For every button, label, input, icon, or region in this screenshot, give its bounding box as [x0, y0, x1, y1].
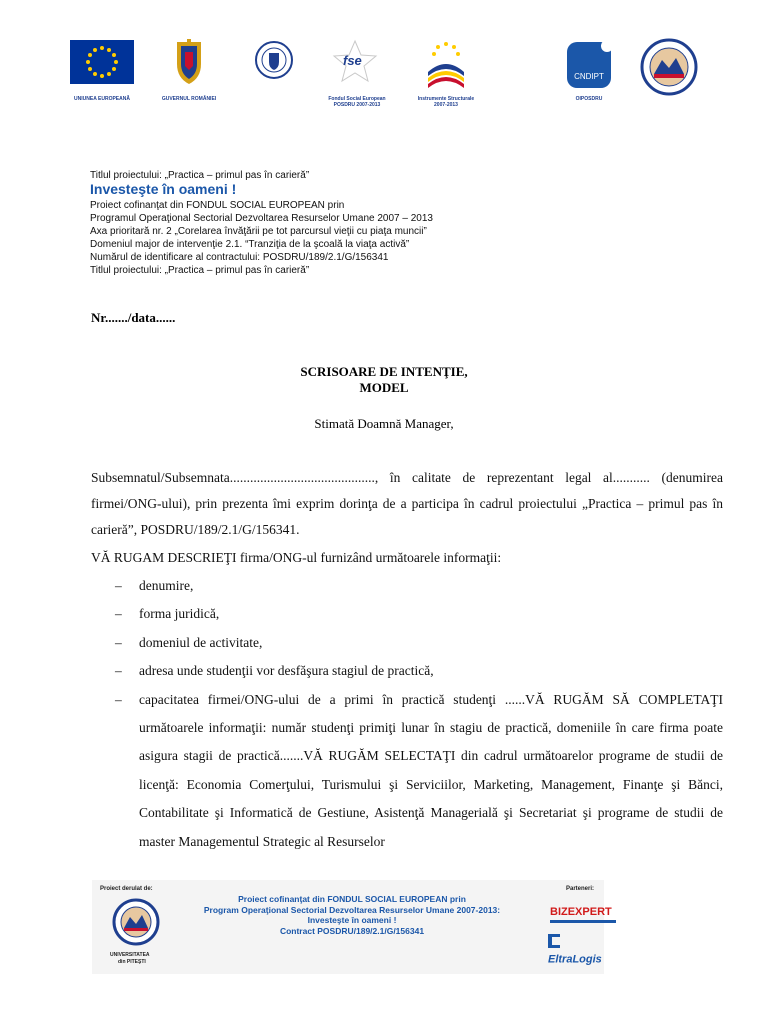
fse-caption-1: Fondul Social European	[328, 96, 386, 102]
footer-line: Contract POSDRU/189/2.1/G/156341	[279, 925, 425, 936]
list-item	[115, 657, 723, 685]
header-line: Programul Operaţional Sectorial Dezvoltarea Resurselor Umane 2007 – 2013	[90, 213, 433, 224]
bullet-dash: –	[115, 606, 122, 622]
project-run-by-label: Proiect derulat de:	[100, 886, 153, 892]
bullet-dash: –	[115, 634, 122, 650]
fse-text: fse	[343, 53, 362, 68]
header-line: Proiect cofinanţat din FONDUL SOCIAL EUROPEAN prin	[90, 200, 345, 211]
eltralogis-text: EltraLogis	[548, 953, 602, 966]
header-line: Axa prioritară nr. 2 „Corelarea învăţării pe tot parcursul vieţii cu piaţa muncii”	[90, 226, 427, 237]
footer-project-text	[184, 894, 520, 936]
eu-flag-logo	[70, 40, 134, 84]
number-date-line: Nr......./data......	[91, 310, 176, 325]
eltralogis-logo	[548, 932, 604, 968]
university-seal-logo	[640, 38, 698, 96]
bullet-text: denumire,	[139, 578, 194, 593]
university-caption: UNIVERSITATEA	[110, 952, 150, 958]
header-line: Domeniul major de intervenţie 2.1. “Tranziţia de la şcoală la viaţa activă”	[90, 239, 410, 250]
footer-line: Proiect cofinanţat din FONDUL SOCIAL EUROPEAN prin	[238, 894, 466, 904]
info-bullet-list	[115, 572, 723, 856]
footer-line: Investeşte în oameni !	[307, 915, 397, 925]
oiposdru-caption: OIPOSDRU	[575, 96, 603, 102]
coat-of-arms-logo	[172, 38, 206, 86]
bullet-dash: –	[115, 578, 122, 593]
intro-paragraph: Subsemnatul/Subsemnata..........................................., în calitate de reprezentant legal al........... (denumirea firmei/ONG-ului), prin prezenta îmi exprim dorinţa de a participa în cadrul proiectului „Practica – primul pas în carieră”, POSDRU/189/2.1/G/156341.	[91, 470, 723, 537]
list-item	[115, 600, 723, 628]
header-line: Numărul de identificare al contractului: POSDRU/189/2.1/G/156341	[90, 252, 389, 263]
cndipt-logo	[567, 42, 611, 88]
bizexpert-logo: BIZEXPERT	[550, 906, 612, 918]
gov-caption: GUVERNUL ROMÂNIEI	[161, 96, 217, 102]
bullet-text: adresa unde studenţii vor desfăşura stagiul de practică,	[139, 663, 434, 679]
university-city-caption: din PITEŞTI	[118, 959, 146, 965]
list-item	[115, 572, 723, 600]
bullet-text: domeniul de activitate,	[139, 634, 263, 650]
structural-instruments-logo	[420, 36, 472, 90]
university-seal-footer-icon	[112, 898, 160, 946]
project-title-line-top: Titlul proiectului: „Practica – primul pas în carieră”	[90, 170, 310, 181]
fse-logo	[330, 38, 380, 86]
footer-banner	[92, 880, 612, 974]
bullet-text: capacitatea firmei/ONG-ului de a primi în practică studenţi ......VĂ RUGĂM SĂ COMPLETAŢI următoarele informaţii: număr studenţi primiţi lunar în stagiu de practică, domeniile în care firma poate asigura stagii de practică.......VĂ RUGĂM SELECTAŢI din cadrul următoarelor programe de studii de licenţă: Economia Comerţului, Turismului şi Serviciilor, Marketing, Management, Finanţe şi Bănci, Contabilitate şi Informatică de Gestiune, Asistenţă Managerială şi Secretariat şi programe de studii de master Managementul Strategic al Resurselor	[139, 691, 723, 849]
letter-title: SCRISOARE DE INTENŢIE,	[300, 364, 468, 379]
is-caption-1: Instrumente Structurale	[417, 96, 475, 102]
list-item	[115, 629, 723, 657]
cndipt-text: CNDIPT	[574, 72, 604, 81]
bullet-dash: –	[115, 691, 122, 707]
salutation: Stimată Doamnă Manager,	[314, 416, 454, 431]
bullet-dash: –	[115, 663, 122, 679]
list-item	[115, 686, 723, 856]
bullet-text: forma juridică,	[139, 606, 220, 622]
fse-caption-2: POSDRU 2007-2013	[333, 102, 381, 108]
request-line: VĂ RUGAM DESCRIEŢI firma/ONG-ul furnizând următoarele informaţii:	[91, 550, 502, 565]
eltralogis-mark-icon	[548, 934, 560, 948]
invest-in-people-heading: Investeşte în oameni !	[90, 181, 237, 197]
footer-line: Program Operaţional Sectorial Dezvoltarea Resurselor Umane 2007-2013:	[203, 904, 501, 915]
is-caption-2: 2007-2013	[434, 102, 458, 108]
partners-label: Parteneri:	[566, 886, 595, 892]
bizexpert-underline	[550, 920, 616, 923]
ministry-seal-logo	[254, 40, 294, 80]
eu-caption: UNIUNEA EUROPEANĂ	[74, 96, 130, 102]
letter-subtitle: MODEL	[359, 380, 409, 395]
header-line: Titlul proiectului: „Practica – primul pas în carieră”	[90, 265, 310, 276]
